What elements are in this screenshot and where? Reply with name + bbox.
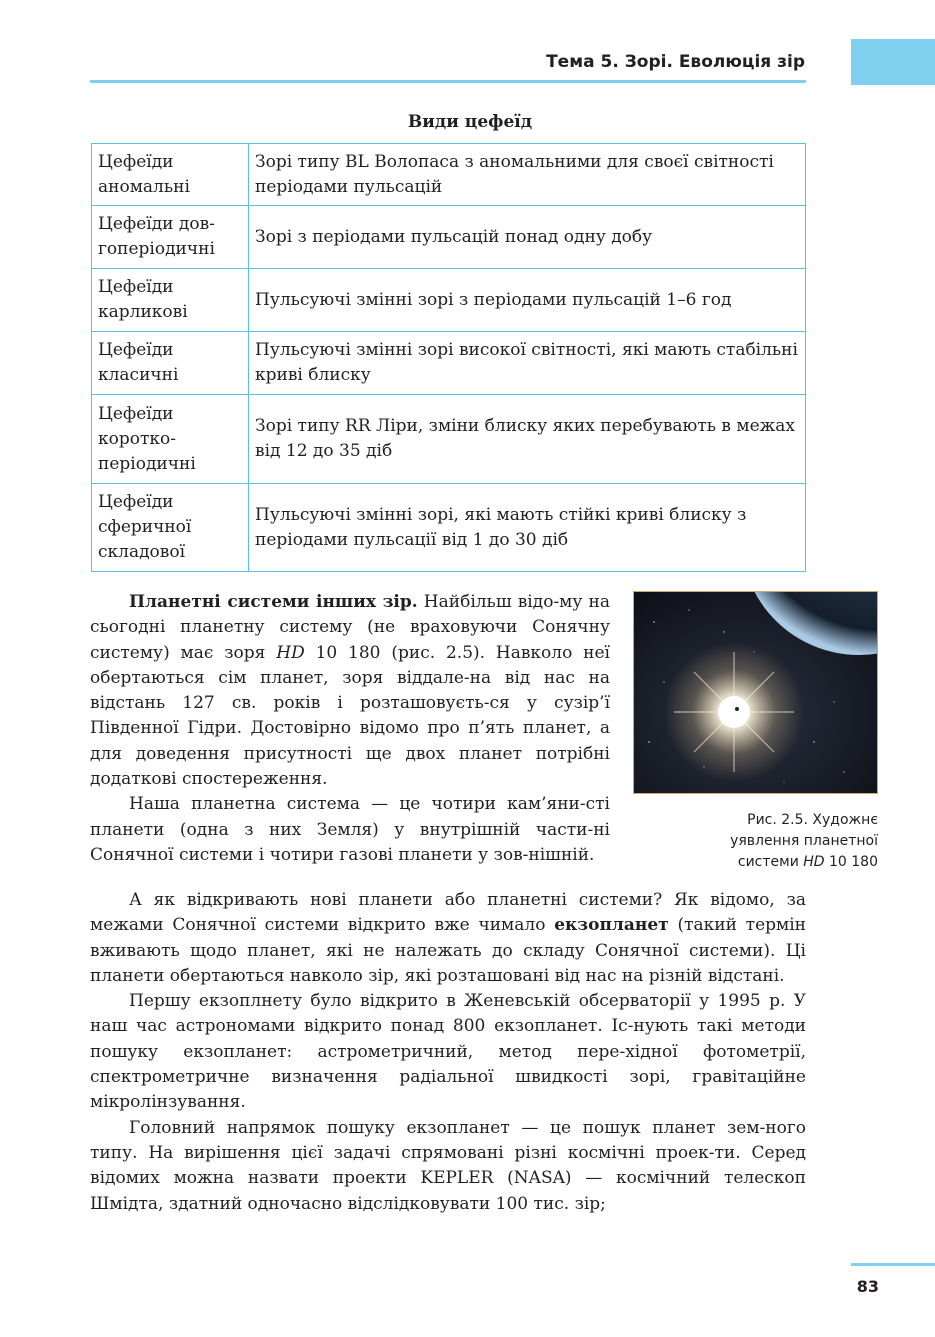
figure-caption: Рис. 2.5. Художнє уявлення планетної системи HD 10 180 bbox=[730, 812, 878, 870]
hd10180-artwork bbox=[634, 592, 878, 794]
paragraph: Наша планетна система — це чотири кам’яни-сті планети (одна з них Земля) у внутрішній части-ні Сонячної системи і чотири газові планети у зов-нішній. bbox=[90, 794, 610, 865]
cepheid-type-name: Цефеїди класичні bbox=[92, 332, 249, 395]
cepheid-type-description: Зорі з періодами пульсацій понад одну добу bbox=[249, 206, 806, 269]
cepheid-type-description: Пульсуючі змінні зорі високої світності, які мають стабільні криві блиску bbox=[249, 332, 806, 395]
cepheid-type-description: Пульсуючі змінні зорі з періодами пульсацій 1–6 год bbox=[249, 269, 806, 332]
cepheid-type-name: Цефеїди коротко-періодичні bbox=[92, 395, 249, 484]
table-row bbox=[92, 206, 806, 269]
table-row bbox=[92, 269, 806, 332]
paragraph: Першу екзоплнету було відкрито в Женевській обсерваторії у 1995 р. У наш час астрономами відкрито понад 800 екзопланет. Іс-нують такі методи пошуку екзопланет: астрометричний, метод пере-хідної фотометрії, спектрометричне визначення радіальної швидкості зорі, гравітаційне мікролінзування. bbox=[90, 991, 806, 1113]
cepheid-types-table bbox=[91, 143, 806, 572]
paragraph: Планетні системи інших зір. Найбільш відо-му на сьогодні планетну систему (не враховуючи Сонячну систему) має зоря HD 10 180 (рис. 2.5). Навколо неї обертаються сім планет, зоря віддале-на від нас на відстань 127 св. років і розташовуєть-ся у сузір’ї Південної Гідри. Достовірно відомо про п’ять планет, а для доведення присутності ще двох планет потрібні додаткові спостереження. bbox=[90, 592, 610, 790]
table-title: Види цефеїд bbox=[407, 112, 533, 132]
paragraph: А як відкривають нові планети або планетні системи? Як відомо, за межами Сонячної системи відкрито вже чимало екзопланет (такий термін вживають щодо планет, які не належать до складу Сонячної системи). Ці планети обертаються навколо зір, які розташовані від нас на різній відстані. bbox=[90, 890, 806, 986]
text-column-full bbox=[90, 888, 806, 1217]
cepheid-type-name: Цефеїди дов-гоперіодичні bbox=[92, 206, 249, 269]
cepheid-type-description: Зорі типу RR Ліри, зміни блиску яких перебувають в межах від 12 до 35 діб bbox=[249, 395, 806, 484]
table-row bbox=[92, 332, 806, 395]
cepheid-type-description: Зорі типу BL Волопаса з аномальними для своєї світності періодами пульсацій bbox=[249, 144, 806, 206]
cepheid-type-description: Пульсуючі змінні зорі, які мають стійкі криві блиску з періодами пульсації від 1 до 30 діб bbox=[249, 484, 806, 572]
paragraph: Головний напрямок пошуку екзопланет — це пошук планет зем-ного типу. На вирішення цієї задачі спрямовані різні космічні проек-ти. Серед відомих можна назвати проекти KEPLER (NASA) — космічний телескоп Шмідта, здатний одночасно відслідковувати 100 тис. зір; bbox=[90, 1117, 806, 1214]
cepheid-type-name: Цефеїди аномальні bbox=[92, 144, 249, 206]
table-row bbox=[92, 484, 806, 572]
footer-rule bbox=[851, 1263, 935, 1266]
header-color-tab bbox=[851, 39, 935, 85]
cepheid-type-name: Цефеїди карликові bbox=[92, 269, 249, 332]
table-row bbox=[92, 395, 806, 484]
planetary-system-illustration bbox=[633, 591, 878, 794]
page-number: 83 bbox=[856, 1277, 879, 1296]
cepheid-type-name: Цефеїди сферичної складової bbox=[92, 484, 249, 572]
table-row bbox=[92, 144, 806, 206]
header-rule bbox=[90, 80, 806, 83]
chapter-title: Тема 5. Зорі. Еволюція зір bbox=[546, 52, 805, 72]
text-column-narrow bbox=[90, 590, 610, 868]
